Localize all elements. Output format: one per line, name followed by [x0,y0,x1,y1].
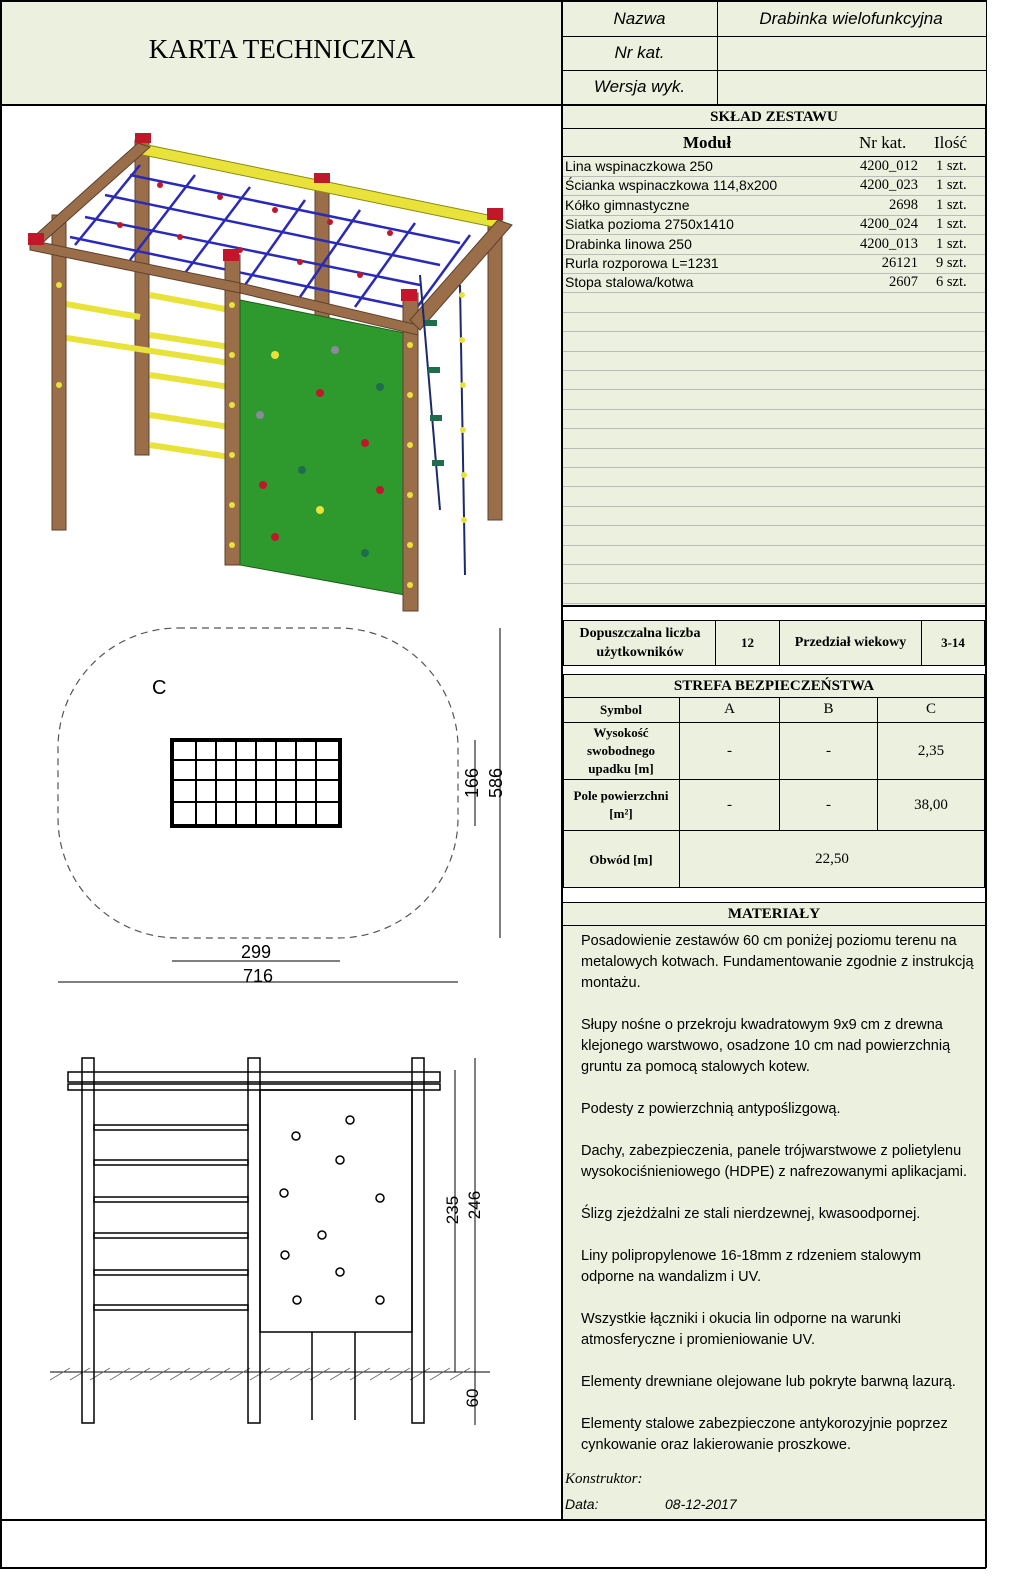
safety-col-a: A [724,701,735,717]
set-catalog: 4200_024 [860,216,918,233]
elevation-dim-60: 60 [463,1388,482,1408]
users-label: Dopuszczalna liczba użytkowników [579,626,701,660]
fall-c: 2,35 [917,742,945,759]
set-module: Rurla rozporowa L=1231 [565,255,719,271]
set-col-qty: Ilość [934,133,968,152]
set-module: Ścianka wspinaczkowa 114,8x200 [565,177,778,194]
page-title: KARTA TECHNICZNA [148,34,416,64]
age-label: Przedział wiekowy [794,635,907,650]
materials-paragraph: Liny polipropylenowe 16-18mm z rdzeniem stalowym odporne na wandalizm i UV. [581,1248,922,1285]
set-catalog: 2698 [889,196,918,213]
set-qty: 1 szt. [936,196,967,213]
set-table-row [565,215,994,234]
set-qty: 1 szt. [936,235,967,252]
materials-list [581,931,976,1477]
plan-depth-outer: 586 [486,767,506,799]
age-value: 3-14 [941,635,965,650]
fall-a: - [727,742,732,759]
set-qty: 6 szt. [936,274,967,291]
plan-width-outer: 716 [242,966,274,986]
set-catalog: 4200_013 [860,235,918,252]
set-qty: 9 szt. [936,255,967,271]
perimeter-label: Obwód [m] [589,851,653,867]
catalog-value [718,36,984,70]
equipment-3d-render [20,125,540,620]
catalog-label: Nr kat. [614,43,665,62]
set-table-row [565,157,994,176]
name-value: Drabinka wielofunkcyjna [759,9,943,28]
version-value [718,70,984,104]
set-module: Drabinka linowa 250 [565,235,692,252]
date-value: 08-12-2017 [665,1496,737,1512]
elevation-dim-235: 235 [443,1195,462,1225]
plan-width-inner: 299 [240,942,272,962]
area-b: - [826,796,831,813]
set-table-row [565,176,994,195]
area-a: - [727,796,732,813]
set-qty: 1 szt. [936,216,967,233]
elevation-dim-246: 246 [465,1190,484,1220]
set-col-module: Moduł [683,133,732,152]
safety-col-c: C [925,701,936,717]
plan-depth-inner: 166 [462,767,482,799]
set-table-row [565,273,994,292]
safety-col-b: B [823,701,834,717]
set-title: SKŁAD ZESTAWU [710,108,838,125]
set-catalog: 4200_023 [860,177,918,194]
set-qty: 1 szt. [936,158,967,174]
area-label: Pole powierzchni [m²] [573,788,669,821]
set-table-row [565,235,994,254]
plan-view [40,620,550,1000]
set-qty: 1 szt. [936,177,967,194]
materials-paragraph: Dachy, zabezpieczenia, panele trójwarstwowe z polietylenu wysokociśnieniowego (HDPE) z nafrezowanymi aplikacjami. [581,1143,968,1180]
set-module: Stopa stalowa/kotwa [565,274,694,291]
elevation-view [50,1050,560,1450]
set-catalog: 26121 [881,255,918,271]
materials-paragraph: Słupy nośne o przekroju kwadratowym 9x9 cm z drewna klejonego warstwowo, osadzone 10 cm nad powierzchnią gruntu za pomocą stalowych kotew. [581,1017,951,1075]
materials-paragraph: Podesty z powierzchnią antypoślizgową. [581,1101,841,1117]
materials-paragraph: Ślizg zjeżdżalni ze stali nierdzewnej, kwasoodpornej. [581,1206,921,1222]
materials-paragraph: Elementy stalowe zabezpieczone antykorozyjnie poprzez cynkowanie oraz lakierowanie proszkowe. [581,1416,948,1453]
materials-paragraph: Posadowienie zestawów 60 cm poniżej poziomu terenu na metalowych kotwach. Fundamentowanie zgodnie z instrukcją montażu. [581,933,974,991]
fall-b: - [826,742,831,759]
perimeter-value: 22,50 [815,851,849,867]
set-catalog: 2607 [889,274,918,291]
area-c: 38,00 [914,796,948,813]
materials-paragraph: Elementy drewniane olejowane lub pokryte barwną lazurą. [581,1374,956,1390]
safety-title: STREFA BEZPIECZEŃSTWA [673,677,875,694]
set-module: Kółko gimnastyczne [565,196,690,213]
users-value: 12 [741,635,754,650]
version-label: Wersja wyk. [593,77,686,96]
set-col-catalog: Nr kat. [859,133,907,152]
plan-zone-label: C [152,677,167,699]
set-module: Siatka pozioma 2750x1410 [565,216,734,233]
fall-height-label: Wysokość swobodnego upadku [m] [587,725,655,776]
materials-paragraph: Wszystkie łączniki i okucia lin odporne na warunki atmosferyczne i promieniowanie UV. [581,1311,901,1348]
date-label: Data: [565,1496,599,1512]
safety-symbol-label: Symbol [600,701,642,717]
set-catalog: 4200_012 [860,158,918,174]
set-table-row [565,196,994,215]
constructor-label: Konstruktor: [565,1471,643,1487]
set-table-row [565,254,994,273]
set-module: Lina wspinaczkowa 250 [565,158,713,174]
materials-title: MATERIAŁY [727,905,821,922]
name-label: Nazwa [613,9,666,28]
